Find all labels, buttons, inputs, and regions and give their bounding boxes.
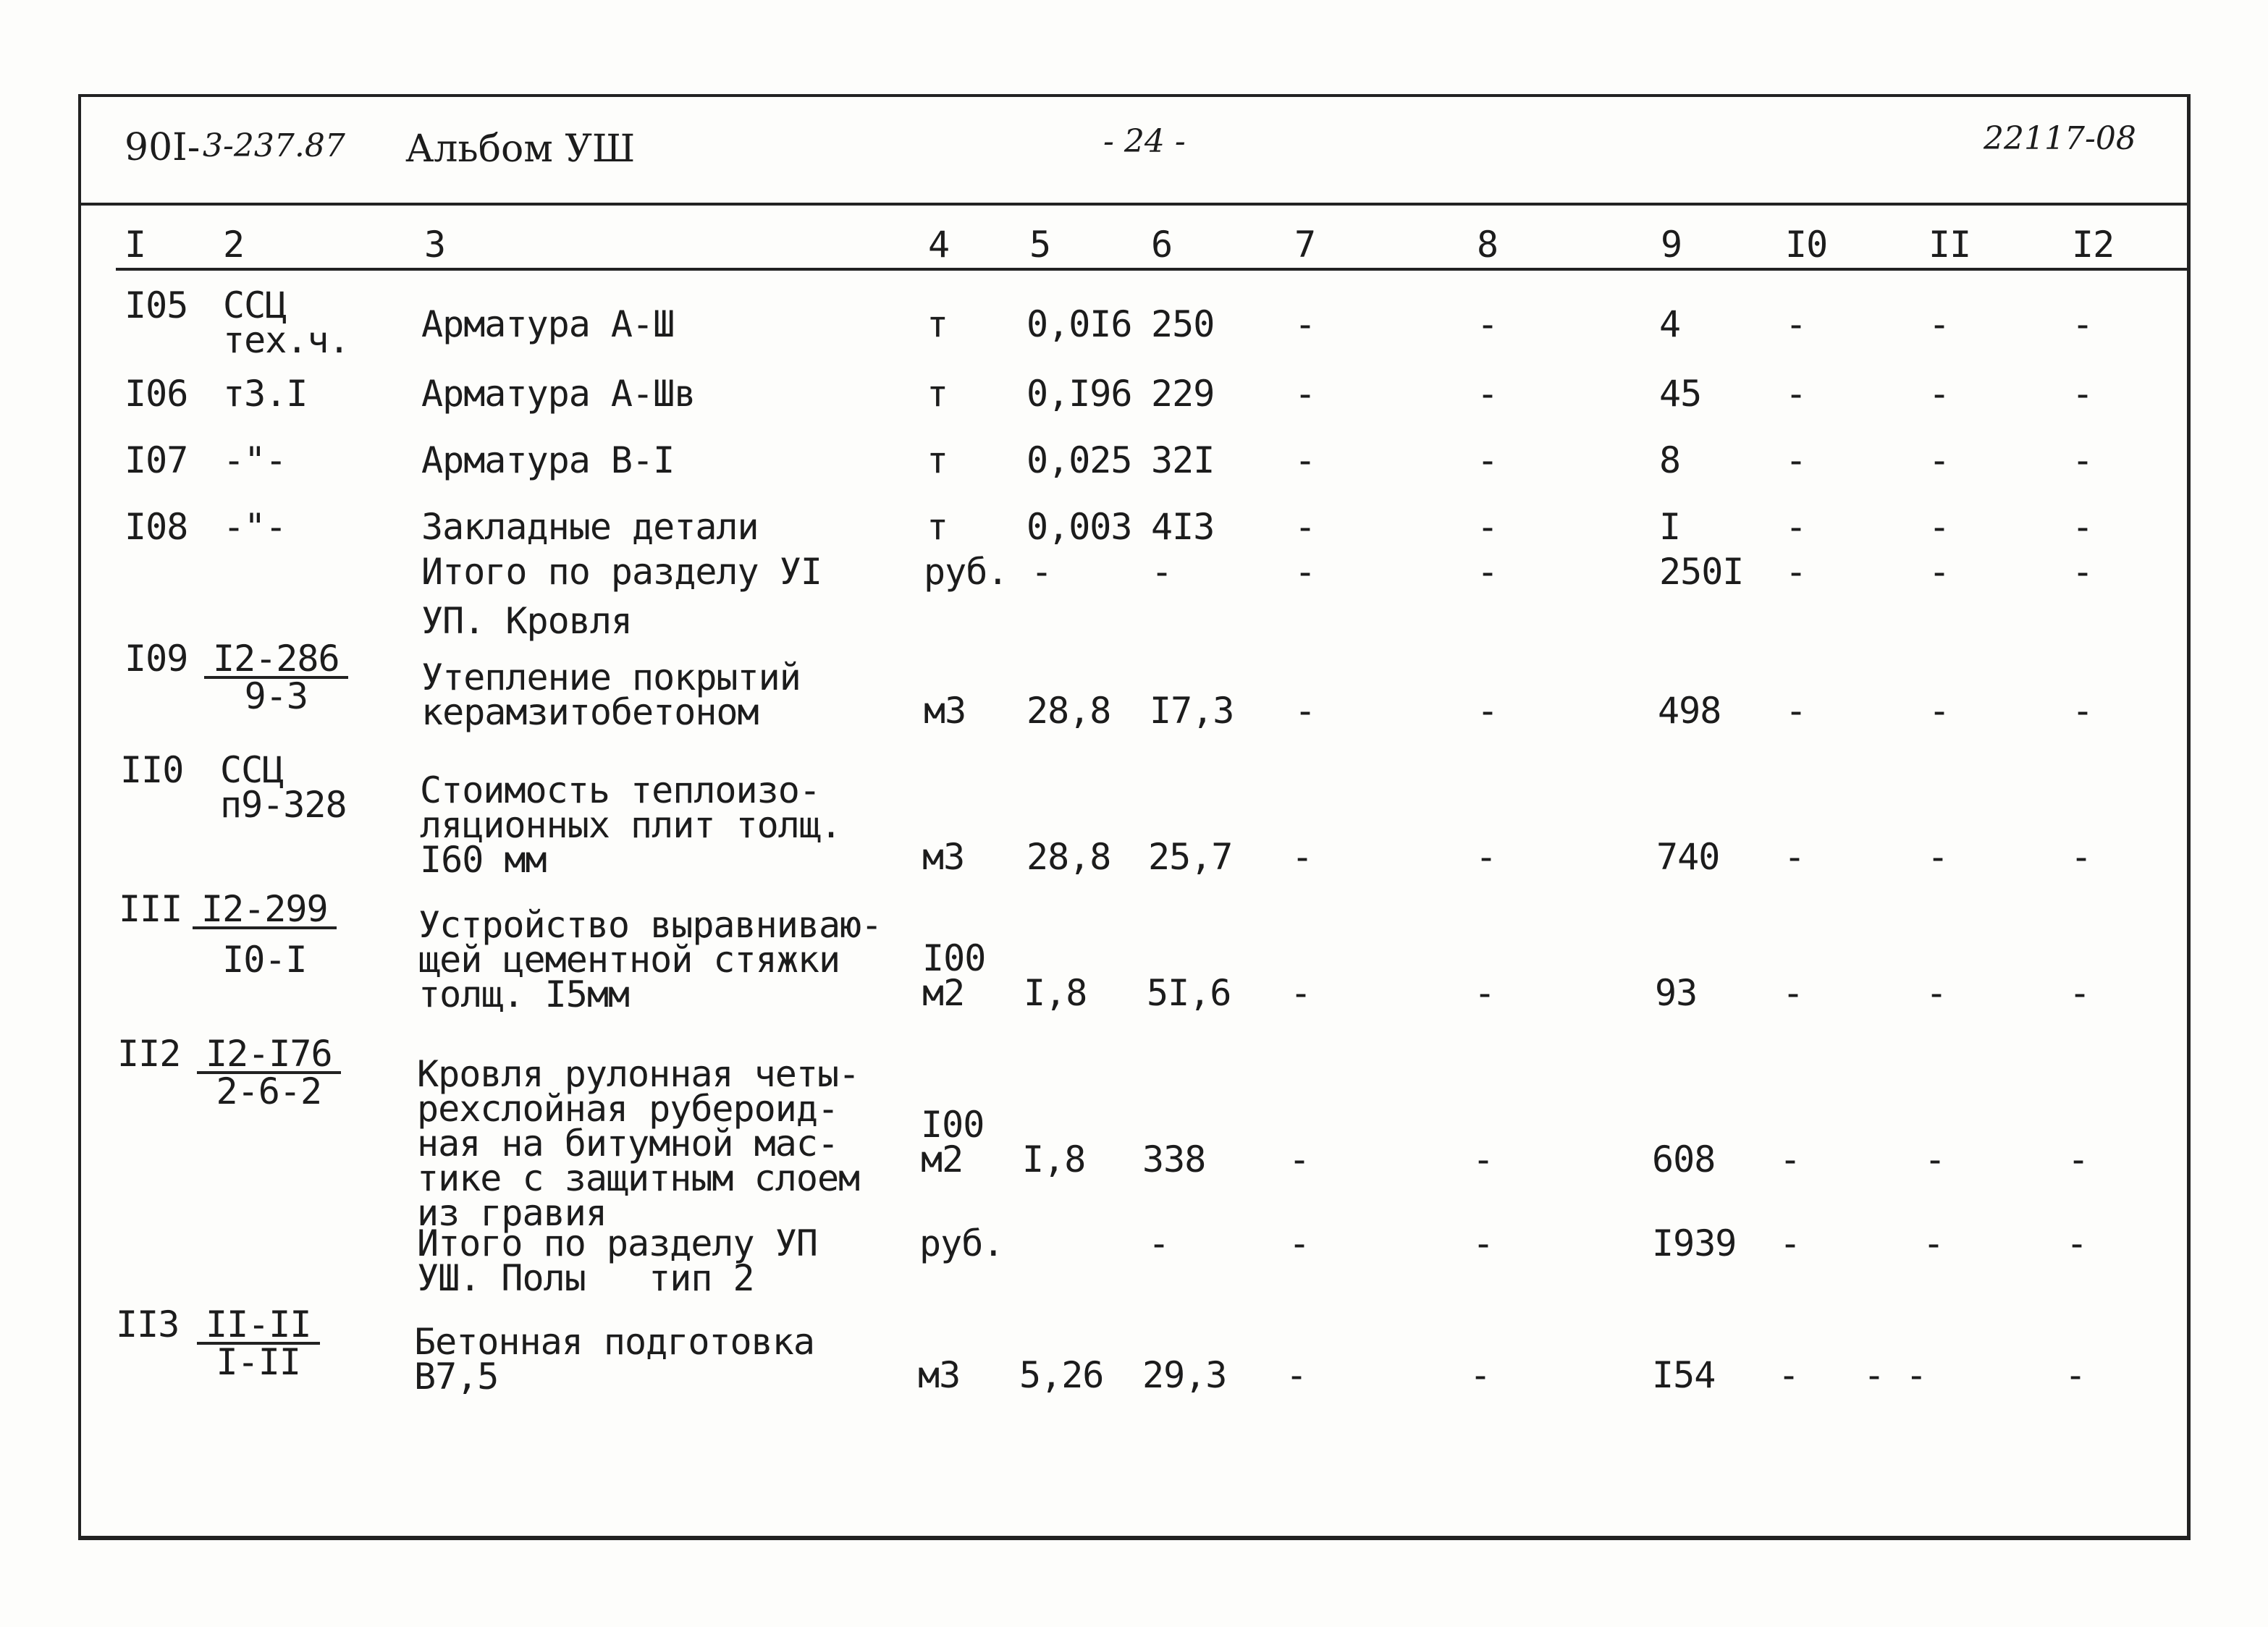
total-cost: 45: [1659, 373, 1702, 415]
unit: I00 м2: [921, 1104, 985, 1180]
col-10: -: [1785, 551, 1807, 593]
row-number: II3: [116, 1303, 180, 1345]
col-11: -: [1928, 551, 1950, 593]
unit: т: [927, 303, 948, 345]
col-header-7: 7: [1294, 224, 1316, 266]
col-7: -: [1286, 1354, 1307, 1396]
work-name: Устройство выравниваю- щей цементной стяжки толщ. I5мм: [418, 904, 882, 1015]
col-header-6: 6: [1151, 224, 1173, 266]
total-cost: 8: [1659, 439, 1681, 481]
col-12: -: [2072, 439, 2094, 481]
unit: т: [927, 373, 948, 415]
doc-number: 22117-08: [1984, 120, 2136, 157]
col-header-1: I: [125, 224, 146, 266]
rate-code-numerator: I2-299: [193, 892, 337, 929]
col-11: - -: [1863, 1354, 1927, 1396]
work-name: Кровля рулонная четы- рехслойная рубероид- ная на битумной мас- тике с защитным слоем из гравия: [417, 1053, 860, 1234]
page-number: - 24 -: [1103, 123, 1186, 160]
col-8: -: [1470, 1354, 1491, 1396]
subtotal-label: Итого по разделу УП УШ. Полы тип 2: [417, 1222, 817, 1299]
col-10: -: [1779, 1222, 1801, 1264]
col-12: -: [2072, 690, 2094, 732]
col-8: -: [1477, 303, 1498, 345]
col-12: -: [2067, 1138, 2089, 1180]
col-7: -: [1294, 303, 1316, 345]
col-7: -: [1290, 972, 1312, 1014]
total-cost: 498: [1658, 690, 1721, 732]
quantity: 28,8: [1026, 690, 1111, 732]
col-8: -: [1472, 1222, 1494, 1264]
col-12: -: [2065, 1354, 2086, 1396]
col-header-3: 3: [424, 224, 446, 266]
rate-code-fraction: [197, 1033, 341, 1112]
rate-code-numerator: I2-286: [204, 641, 348, 679]
quantity: 0,0I6: [1026, 303, 1132, 345]
col-10: -: [1779, 1138, 1801, 1180]
col-7: -: [1294, 690, 1316, 732]
col-7: -: [1294, 551, 1316, 593]
unit: т: [927, 439, 948, 481]
rate-code-fraction: [193, 888, 337, 981]
unit: м3: [918, 1354, 961, 1396]
col-header-5: 5: [1029, 224, 1051, 266]
row-number: I09: [125, 638, 188, 680]
col-header-12: I2: [2072, 224, 2115, 266]
unit-price: 4I3: [1151, 506, 1215, 548]
col-7: -: [1291, 836, 1313, 878]
col-11: -: [1924, 1138, 1946, 1180]
col-10: -: [1785, 439, 1807, 481]
rate-code: -"-: [223, 439, 287, 481]
work-name: Бетонная подготовка В7,5: [414, 1321, 814, 1398]
col-12: -: [2072, 551, 2094, 593]
col-11: -: [1928, 373, 1950, 415]
unit-price: I7,3: [1150, 690, 1234, 732]
work-name: Арматура А-Ш: [421, 303, 675, 345]
col-12: -: [2072, 506, 2094, 548]
total-cost: I: [1659, 506, 1681, 548]
col-11: -: [1927, 836, 1949, 878]
total-cost: 608: [1652, 1138, 1716, 1180]
col-7: -: [1289, 1222, 1310, 1264]
row-number: III: [119, 888, 182, 930]
rate-code-denominator: 2-6-2: [216, 1070, 322, 1112]
unit: руб.: [924, 551, 1008, 593]
total-cost: 740: [1656, 836, 1720, 878]
col-header-8: 8: [1477, 224, 1498, 266]
col-11: -: [1928, 303, 1950, 345]
total-cost: 250I: [1659, 551, 1744, 593]
unit: м3: [924, 690, 966, 732]
col-10: -: [1785, 373, 1807, 415]
col-8: -: [1477, 690, 1498, 732]
unit-price: -: [1148, 1222, 1170, 1264]
quantity: I,8: [1024, 972, 1087, 1014]
quantity: 28,8: [1026, 836, 1111, 878]
unit-price: 32I: [1151, 439, 1215, 481]
rate-code: ССЦ тех.ч.: [223, 284, 350, 361]
header-rule: [81, 203, 2188, 206]
row-number: II2: [117, 1033, 181, 1075]
col-header-9: 9: [1661, 224, 1682, 266]
col-7: -: [1294, 373, 1316, 415]
col-header-4: 4: [928, 224, 950, 266]
quantity: 0,003: [1026, 506, 1132, 548]
unit: т: [927, 506, 948, 548]
col-12: -: [2072, 373, 2094, 415]
unit-price: 29,3: [1142, 1354, 1227, 1396]
total-cost: I939: [1652, 1222, 1737, 1264]
row-number: I08: [125, 506, 188, 548]
quantity: 0,025: [1026, 439, 1132, 481]
col-11: -: [1928, 439, 1950, 481]
col-10: -: [1782, 972, 1804, 1014]
quantity: I,8: [1022, 1138, 1086, 1180]
subtotal-label: Итого по разделу УI: [421, 551, 822, 593]
col-12: -: [2072, 303, 2094, 345]
rate-code-numerator: II-II: [197, 1307, 320, 1345]
doc-code-prefix: 90I-: [125, 126, 201, 169]
section-heading: УП. Кровля: [421, 600, 633, 642]
rate-code: ССЦ п9-328: [220, 749, 347, 826]
quantity: 5,26: [1019, 1354, 1104, 1396]
work-name: Стоимость теплоизо- ляционных плит толщ. I60 мм: [420, 769, 842, 881]
col-header-11: II: [1928, 224, 1971, 266]
total-cost: 93: [1655, 972, 1698, 1014]
unit-price: 5I,6: [1147, 972, 1231, 1014]
doc-code-handwritten: 3-237.87: [203, 127, 345, 164]
row-number: I06: [125, 373, 188, 415]
col-8: -: [1477, 373, 1498, 415]
col-12: -: [2066, 1222, 2088, 1264]
rate-code-denominator: I0-I: [222, 939, 307, 981]
col-10: -: [1784, 836, 1805, 878]
col-11: -: [1926, 972, 1947, 1014]
unit-price: 25,7: [1148, 836, 1233, 878]
work-name: Закладные детали: [421, 506, 759, 548]
album-title: Альбом УШ: [405, 127, 636, 171]
total-cost: 4: [1659, 303, 1681, 345]
unit: руб.: [919, 1222, 1004, 1264]
unit: м3: [922, 836, 965, 878]
col-8: -: [1474, 972, 1496, 1014]
col-10: -: [1785, 303, 1807, 345]
row-number: II0: [120, 749, 184, 791]
rate-code-denominator: I-II: [216, 1341, 300, 1383]
col-header-10: I0: [1785, 224, 1828, 266]
col-11: -: [1923, 1222, 1944, 1264]
col-8: -: [1477, 439, 1498, 481]
col-8: -: [1475, 836, 1497, 878]
rate-code-numerator: I2-I76: [197, 1036, 341, 1074]
col-8: -: [1477, 551, 1498, 593]
rate-code: -"-: [223, 506, 287, 548]
col-7: -: [1289, 1138, 1310, 1180]
rate-code-fraction: [197, 1303, 320, 1383]
col-header-2: 2: [223, 224, 245, 266]
unit: I00 м2: [922, 937, 986, 1014]
col-11: -: [1928, 506, 1950, 548]
rate-code-fraction: [204, 638, 348, 717]
column-header-rule: [116, 268, 2188, 271]
col-10: -: [1785, 690, 1807, 732]
quantity: 0,I96: [1026, 373, 1132, 415]
col-8: -: [1477, 506, 1498, 548]
page-frame: [78, 94, 2191, 1540]
col-8: -: [1472, 1138, 1494, 1180]
unit-price: 338: [1142, 1138, 1206, 1180]
unit-price: 250: [1151, 303, 1215, 345]
col-10: -: [1778, 1354, 1800, 1396]
work-name: Арматура А-Шв: [421, 373, 696, 415]
row-number: I05: [125, 284, 188, 326]
col-12: -: [2069, 972, 2091, 1014]
rate-code: тЗ.I: [223, 373, 308, 415]
col-11: -: [1928, 690, 1950, 732]
col-7: -: [1294, 506, 1316, 548]
col-10: -: [1785, 506, 1807, 548]
col-12: -: [2070, 836, 2092, 878]
total-cost: I54: [1652, 1354, 1716, 1396]
quantity: -: [1031, 551, 1053, 593]
work-name: Утепление покрытий керамзитобетоном: [421, 656, 801, 733]
rate-code-denominator: 9-3: [244, 675, 308, 717]
work-name: Арматура В-I: [421, 439, 675, 481]
unit-price: 229: [1151, 373, 1215, 415]
col-7: -: [1294, 439, 1316, 481]
unit-price: -: [1151, 551, 1173, 593]
row-number: I07: [125, 439, 188, 481]
